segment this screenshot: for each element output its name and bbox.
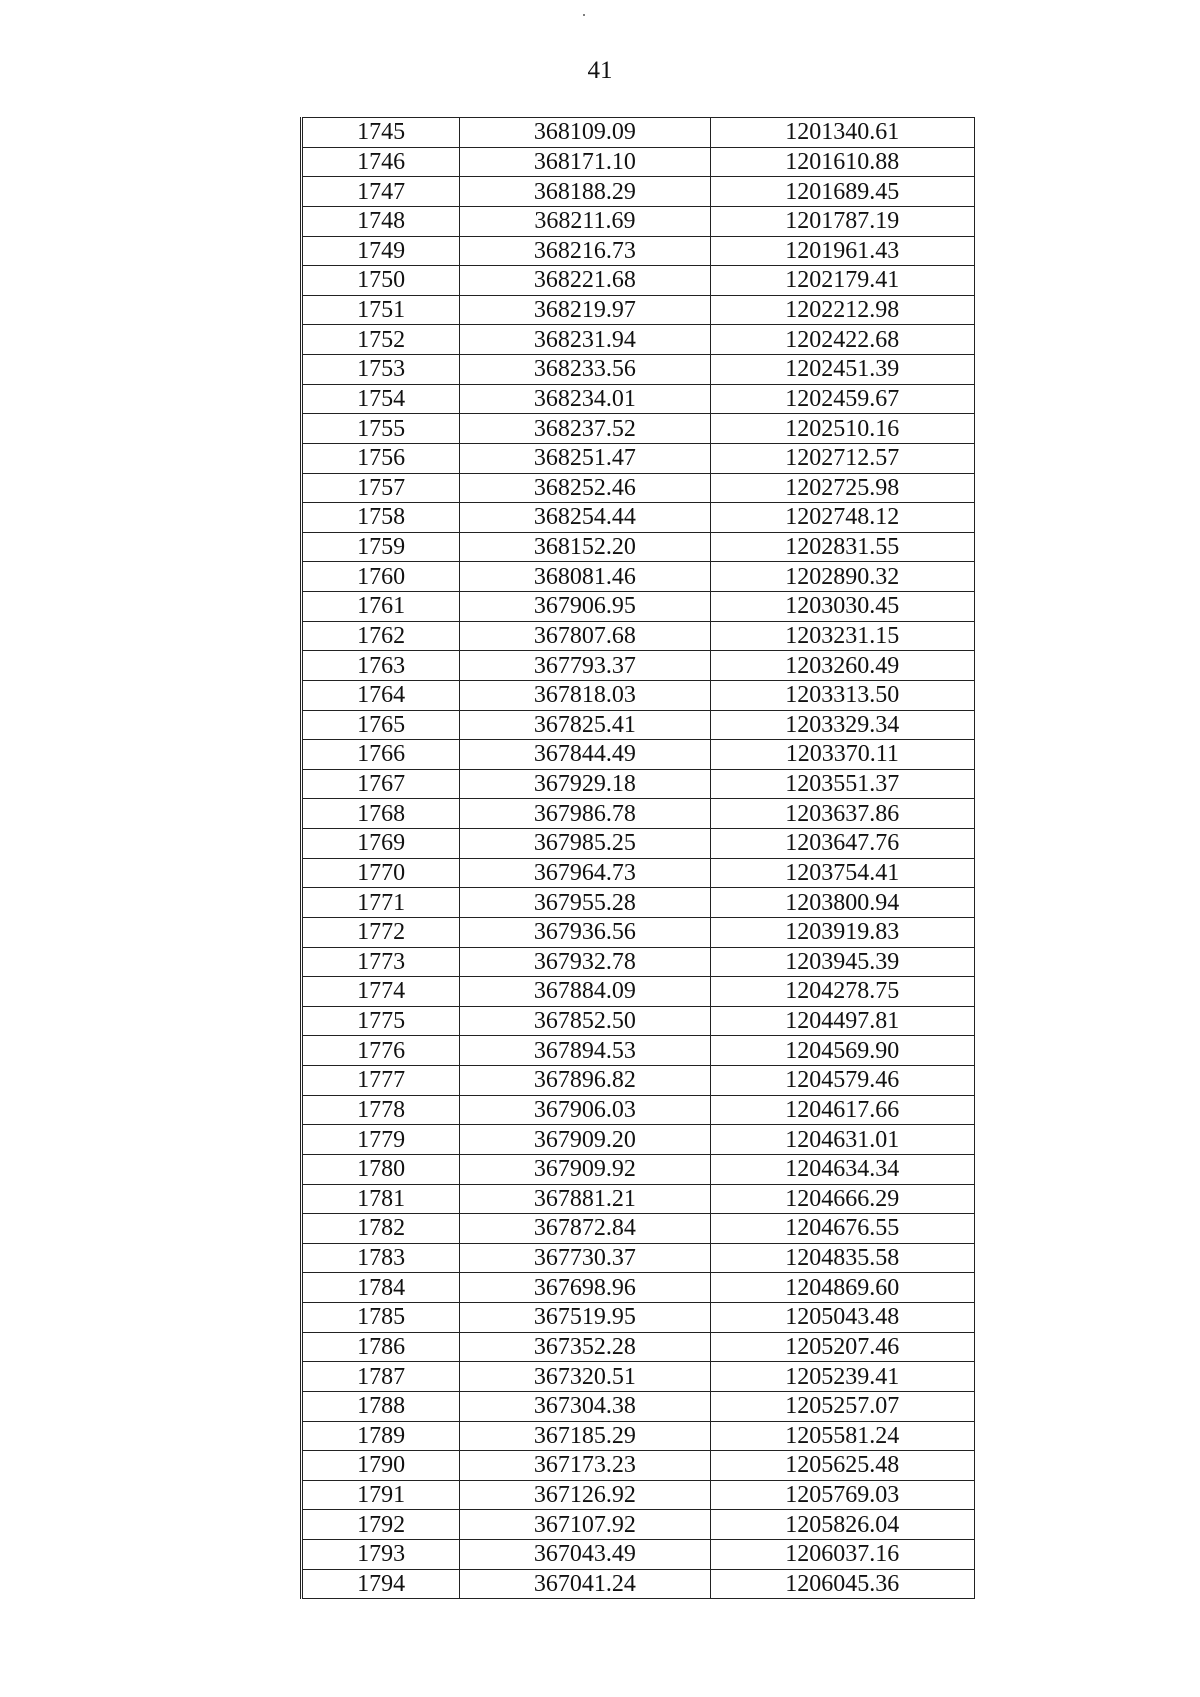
point-number-cell: 1745 [302, 118, 460, 148]
x-coordinate-cell: 367807.68 [460, 621, 710, 651]
y-coordinate-cell: 1203647.76 [710, 829, 974, 859]
table-row [302, 1362, 975, 1392]
y-coordinate-cell: 1204869.60 [710, 1273, 974, 1303]
point-number-cell: 1754 [302, 384, 460, 414]
table-row [302, 473, 975, 503]
y-coordinate-cell: 1203231.15 [710, 621, 974, 651]
point-number-cell: 1759 [302, 532, 460, 562]
table-row [302, 799, 975, 829]
y-coordinate-cell: 1202212.98 [710, 295, 974, 325]
y-coordinate-cell: 1205625.48 [710, 1451, 974, 1481]
table-row [302, 1421, 975, 1451]
x-coordinate-cell: 367173.23 [460, 1451, 710, 1481]
point-number-cell: 1782 [302, 1214, 460, 1244]
y-coordinate-cell: 1202422.68 [710, 325, 974, 355]
point-number-cell: 1758 [302, 503, 460, 533]
x-coordinate-cell: 368171.10 [460, 147, 710, 177]
y-coordinate-cell: 1202725.98 [710, 473, 974, 503]
x-coordinate-cell: 367986.78 [460, 799, 710, 829]
point-number-cell: 1752 [302, 325, 460, 355]
table-row [302, 1480, 975, 1510]
y-coordinate-cell: 1205826.04 [710, 1510, 974, 1540]
table-row [302, 562, 975, 592]
x-coordinate-cell: 367906.03 [460, 1095, 710, 1125]
table-row [302, 1214, 975, 1244]
point-number-cell: 1756 [302, 443, 460, 473]
x-coordinate-cell: 367964.73 [460, 858, 710, 888]
y-coordinate-cell: 1204617.66 [710, 1095, 974, 1125]
x-coordinate-cell: 367126.92 [460, 1480, 710, 1510]
x-coordinate-cell: 367844.49 [460, 740, 710, 770]
x-coordinate-cell: 367872.84 [460, 1214, 710, 1244]
x-coordinate-cell: 367985.25 [460, 829, 710, 859]
y-coordinate-cell: 1202510.16 [710, 414, 974, 444]
table-row [302, 740, 975, 770]
point-number-cell: 1760 [302, 562, 460, 592]
x-coordinate-cell: 368237.52 [460, 414, 710, 444]
point-number-cell: 1777 [302, 1066, 460, 1096]
table-row [302, 443, 975, 473]
y-coordinate-cell: 1203754.41 [710, 858, 974, 888]
y-coordinate-cell: 1201610.88 [710, 147, 974, 177]
y-coordinate-cell: 1204666.29 [710, 1184, 974, 1214]
x-coordinate-cell: 368211.69 [460, 206, 710, 236]
table-row [302, 236, 975, 266]
y-coordinate-cell: 1204497.81 [710, 1006, 974, 1036]
point-number-cell: 1750 [302, 266, 460, 296]
table-row [302, 1569, 975, 1599]
point-number-cell: 1779 [302, 1125, 460, 1155]
point-number-cell: 1793 [302, 1540, 460, 1570]
point-number-cell: 1775 [302, 1006, 460, 1036]
point-number-cell: 1769 [302, 829, 460, 859]
point-number-cell: 1763 [302, 651, 460, 681]
x-coordinate-cell: 367884.09 [460, 977, 710, 1007]
table-row [302, 1154, 975, 1184]
table-row [302, 147, 975, 177]
y-coordinate-cell: 1203030.45 [710, 592, 974, 622]
x-coordinate-cell: 368109.09 [460, 118, 710, 148]
point-number-cell: 1761 [302, 592, 460, 622]
table-row [302, 1540, 975, 1570]
x-coordinate-cell: 368152.20 [460, 532, 710, 562]
y-coordinate-cell: 1203260.49 [710, 651, 974, 681]
x-coordinate-cell: 368188.29 [460, 177, 710, 207]
table-row [302, 355, 975, 385]
table-row [302, 503, 975, 533]
point-number-cell: 1792 [302, 1510, 460, 1540]
table-row [302, 858, 975, 888]
point-number-cell: 1767 [302, 769, 460, 799]
table-row [302, 532, 975, 562]
x-coordinate-cell: 368251.47 [460, 443, 710, 473]
x-coordinate-cell: 367825.41 [460, 710, 710, 740]
x-coordinate-cell: 367730.37 [460, 1243, 710, 1273]
y-coordinate-cell: 1201340.61 [710, 118, 974, 148]
y-coordinate-cell: 1202831.55 [710, 532, 974, 562]
point-number-cell: 1774 [302, 977, 460, 1007]
x-coordinate-cell: 368254.44 [460, 503, 710, 533]
y-coordinate-cell: 1204676.55 [710, 1214, 974, 1244]
table-row [302, 325, 975, 355]
point-number-cell: 1783 [302, 1243, 460, 1273]
y-coordinate-cell: 1203313.50 [710, 680, 974, 710]
table-row [302, 1451, 975, 1481]
x-coordinate-cell: 368234.01 [460, 384, 710, 414]
point-number-cell: 1757 [302, 473, 460, 503]
point-number-cell: 1771 [302, 888, 460, 918]
point-number-cell: 1768 [302, 799, 460, 829]
y-coordinate-cell: 1202748.12 [710, 503, 974, 533]
point-number-cell: 1755 [302, 414, 460, 444]
x-coordinate-cell: 367881.21 [460, 1184, 710, 1214]
x-coordinate-cell: 367320.51 [460, 1362, 710, 1392]
x-coordinate-cell: 367185.29 [460, 1421, 710, 1451]
table-row [302, 1006, 975, 1036]
point-number-cell: 1770 [302, 858, 460, 888]
y-coordinate-cell: 1202451.39 [710, 355, 974, 385]
point-number-cell: 1766 [302, 740, 460, 770]
point-number-cell: 1778 [302, 1095, 460, 1125]
x-coordinate-cell: 367352.28 [460, 1332, 710, 1362]
x-coordinate-cell: 367932.78 [460, 947, 710, 977]
y-coordinate-cell: 1202459.67 [710, 384, 974, 414]
table-row [302, 1184, 975, 1214]
x-coordinate-cell: 367906.95 [460, 592, 710, 622]
point-number-cell: 1786 [302, 1332, 460, 1362]
page-number: 41 [587, 57, 613, 84]
coordinates-table-body [302, 118, 975, 1599]
y-coordinate-cell: 1205239.41 [710, 1362, 974, 1392]
y-coordinate-cell: 1204579.46 [710, 1066, 974, 1096]
x-coordinate-cell: 368233.56 [460, 355, 710, 385]
point-number-cell: 1773 [302, 947, 460, 977]
x-coordinate-cell: 367909.20 [460, 1125, 710, 1155]
table-row [302, 651, 975, 681]
y-coordinate-cell: 1204634.34 [710, 1154, 974, 1184]
x-coordinate-cell: 367955.28 [460, 888, 710, 918]
y-coordinate-cell: 1206045.36 [710, 1569, 974, 1599]
y-coordinate-cell: 1203329.34 [710, 710, 974, 740]
point-number-cell: 1789 [302, 1421, 460, 1451]
x-coordinate-cell: 367107.92 [460, 1510, 710, 1540]
table-row [302, 977, 975, 1007]
point-number-cell: 1753 [302, 355, 460, 385]
table-row [302, 1066, 975, 1096]
table-row [302, 177, 975, 207]
y-coordinate-cell: 1205581.24 [710, 1421, 974, 1451]
table-row [302, 829, 975, 859]
y-coordinate-cell: 1206037.16 [710, 1540, 974, 1570]
x-coordinate-cell: 367929.18 [460, 769, 710, 799]
point-number-cell: 1765 [302, 710, 460, 740]
y-coordinate-cell: 1203919.83 [710, 917, 974, 947]
table-row [302, 769, 975, 799]
y-coordinate-cell: 1202712.57 [710, 443, 974, 473]
x-coordinate-cell: 367698.96 [460, 1273, 710, 1303]
x-coordinate-cell: 367304.38 [460, 1391, 710, 1421]
point-number-cell: 1785 [302, 1303, 460, 1333]
y-coordinate-cell: 1203637.86 [710, 799, 974, 829]
y-coordinate-cell: 1205769.03 [710, 1480, 974, 1510]
table-row [302, 1391, 975, 1421]
table-row [302, 1095, 975, 1125]
point-number-cell: 1747 [302, 177, 460, 207]
point-number-cell: 1781 [302, 1184, 460, 1214]
point-number-cell: 1790 [302, 1451, 460, 1481]
y-coordinate-cell: 1205257.07 [710, 1391, 974, 1421]
table-row [302, 917, 975, 947]
y-coordinate-cell: 1203370.11 [710, 740, 974, 770]
point-number-cell: 1746 [302, 147, 460, 177]
x-coordinate-cell: 368216.73 [460, 236, 710, 266]
x-coordinate-cell: 367896.82 [460, 1066, 710, 1096]
x-coordinate-cell: 367793.37 [460, 651, 710, 681]
table-row [302, 414, 975, 444]
x-coordinate-cell: 368219.97 [460, 295, 710, 325]
table-row [302, 118, 975, 148]
point-number-cell: 1764 [302, 680, 460, 710]
x-coordinate-cell: 367041.24 [460, 1569, 710, 1599]
y-coordinate-cell: 1201961.43 [710, 236, 974, 266]
x-coordinate-cell: 367936.56 [460, 917, 710, 947]
y-coordinate-cell: 1204631.01 [710, 1125, 974, 1155]
x-coordinate-cell: 368081.46 [460, 562, 710, 592]
table-row [302, 384, 975, 414]
table-row [302, 1332, 975, 1362]
x-coordinate-cell: 368221.68 [460, 266, 710, 296]
point-number-cell: 1780 [302, 1154, 460, 1184]
x-coordinate-cell: 367519.95 [460, 1303, 710, 1333]
point-number-cell: 1749 [302, 236, 460, 266]
y-coordinate-cell: 1203945.39 [710, 947, 974, 977]
table-row [302, 621, 975, 651]
table-row [302, 947, 975, 977]
table-row [302, 710, 975, 740]
point-number-cell: 1788 [302, 1391, 460, 1421]
x-coordinate-cell: 367909.92 [460, 1154, 710, 1184]
point-number-cell: 1787 [302, 1362, 460, 1392]
y-coordinate-cell: 1203800.94 [710, 888, 974, 918]
point-number-cell: 1772 [302, 917, 460, 947]
table-row [302, 295, 975, 325]
table-row [302, 888, 975, 918]
scan-speck [583, 14, 585, 16]
table-row [302, 592, 975, 622]
y-coordinate-cell: 1204278.75 [710, 977, 974, 1007]
y-coordinate-cell: 1205043.48 [710, 1303, 974, 1333]
table-row [302, 1125, 975, 1155]
y-coordinate-cell: 1204835.58 [710, 1243, 974, 1273]
y-coordinate-cell: 1204569.90 [710, 1036, 974, 1066]
x-coordinate-cell: 367852.50 [460, 1006, 710, 1036]
y-coordinate-cell: 1205207.46 [710, 1332, 974, 1362]
table-row [302, 680, 975, 710]
table-row [302, 266, 975, 296]
x-coordinate-cell: 368231.94 [460, 325, 710, 355]
table-row [302, 1243, 975, 1273]
point-number-cell: 1784 [302, 1273, 460, 1303]
y-coordinate-cell: 1201787.19 [710, 206, 974, 236]
point-number-cell: 1751 [302, 295, 460, 325]
point-number-cell: 1762 [302, 621, 460, 651]
x-coordinate-cell: 367894.53 [460, 1036, 710, 1066]
y-coordinate-cell: 1202890.32 [710, 562, 974, 592]
table-row [302, 1036, 975, 1066]
point-number-cell: 1776 [302, 1036, 460, 1066]
table-row [302, 1510, 975, 1540]
point-number-cell: 1748 [302, 206, 460, 236]
point-number-cell: 1794 [302, 1569, 460, 1599]
x-coordinate-cell: 367818.03 [460, 680, 710, 710]
table-row [302, 206, 975, 236]
y-coordinate-cell: 1202179.41 [710, 266, 974, 296]
x-coordinate-cell: 367043.49 [460, 1540, 710, 1570]
table-row [302, 1273, 975, 1303]
y-coordinate-cell: 1201689.45 [710, 177, 974, 207]
point-number-cell: 1791 [302, 1480, 460, 1510]
y-coordinate-cell: 1203551.37 [710, 769, 974, 799]
coordinates-table [300, 117, 975, 1599]
x-coordinate-cell: 368252.46 [460, 473, 710, 503]
table-row [302, 1303, 975, 1333]
